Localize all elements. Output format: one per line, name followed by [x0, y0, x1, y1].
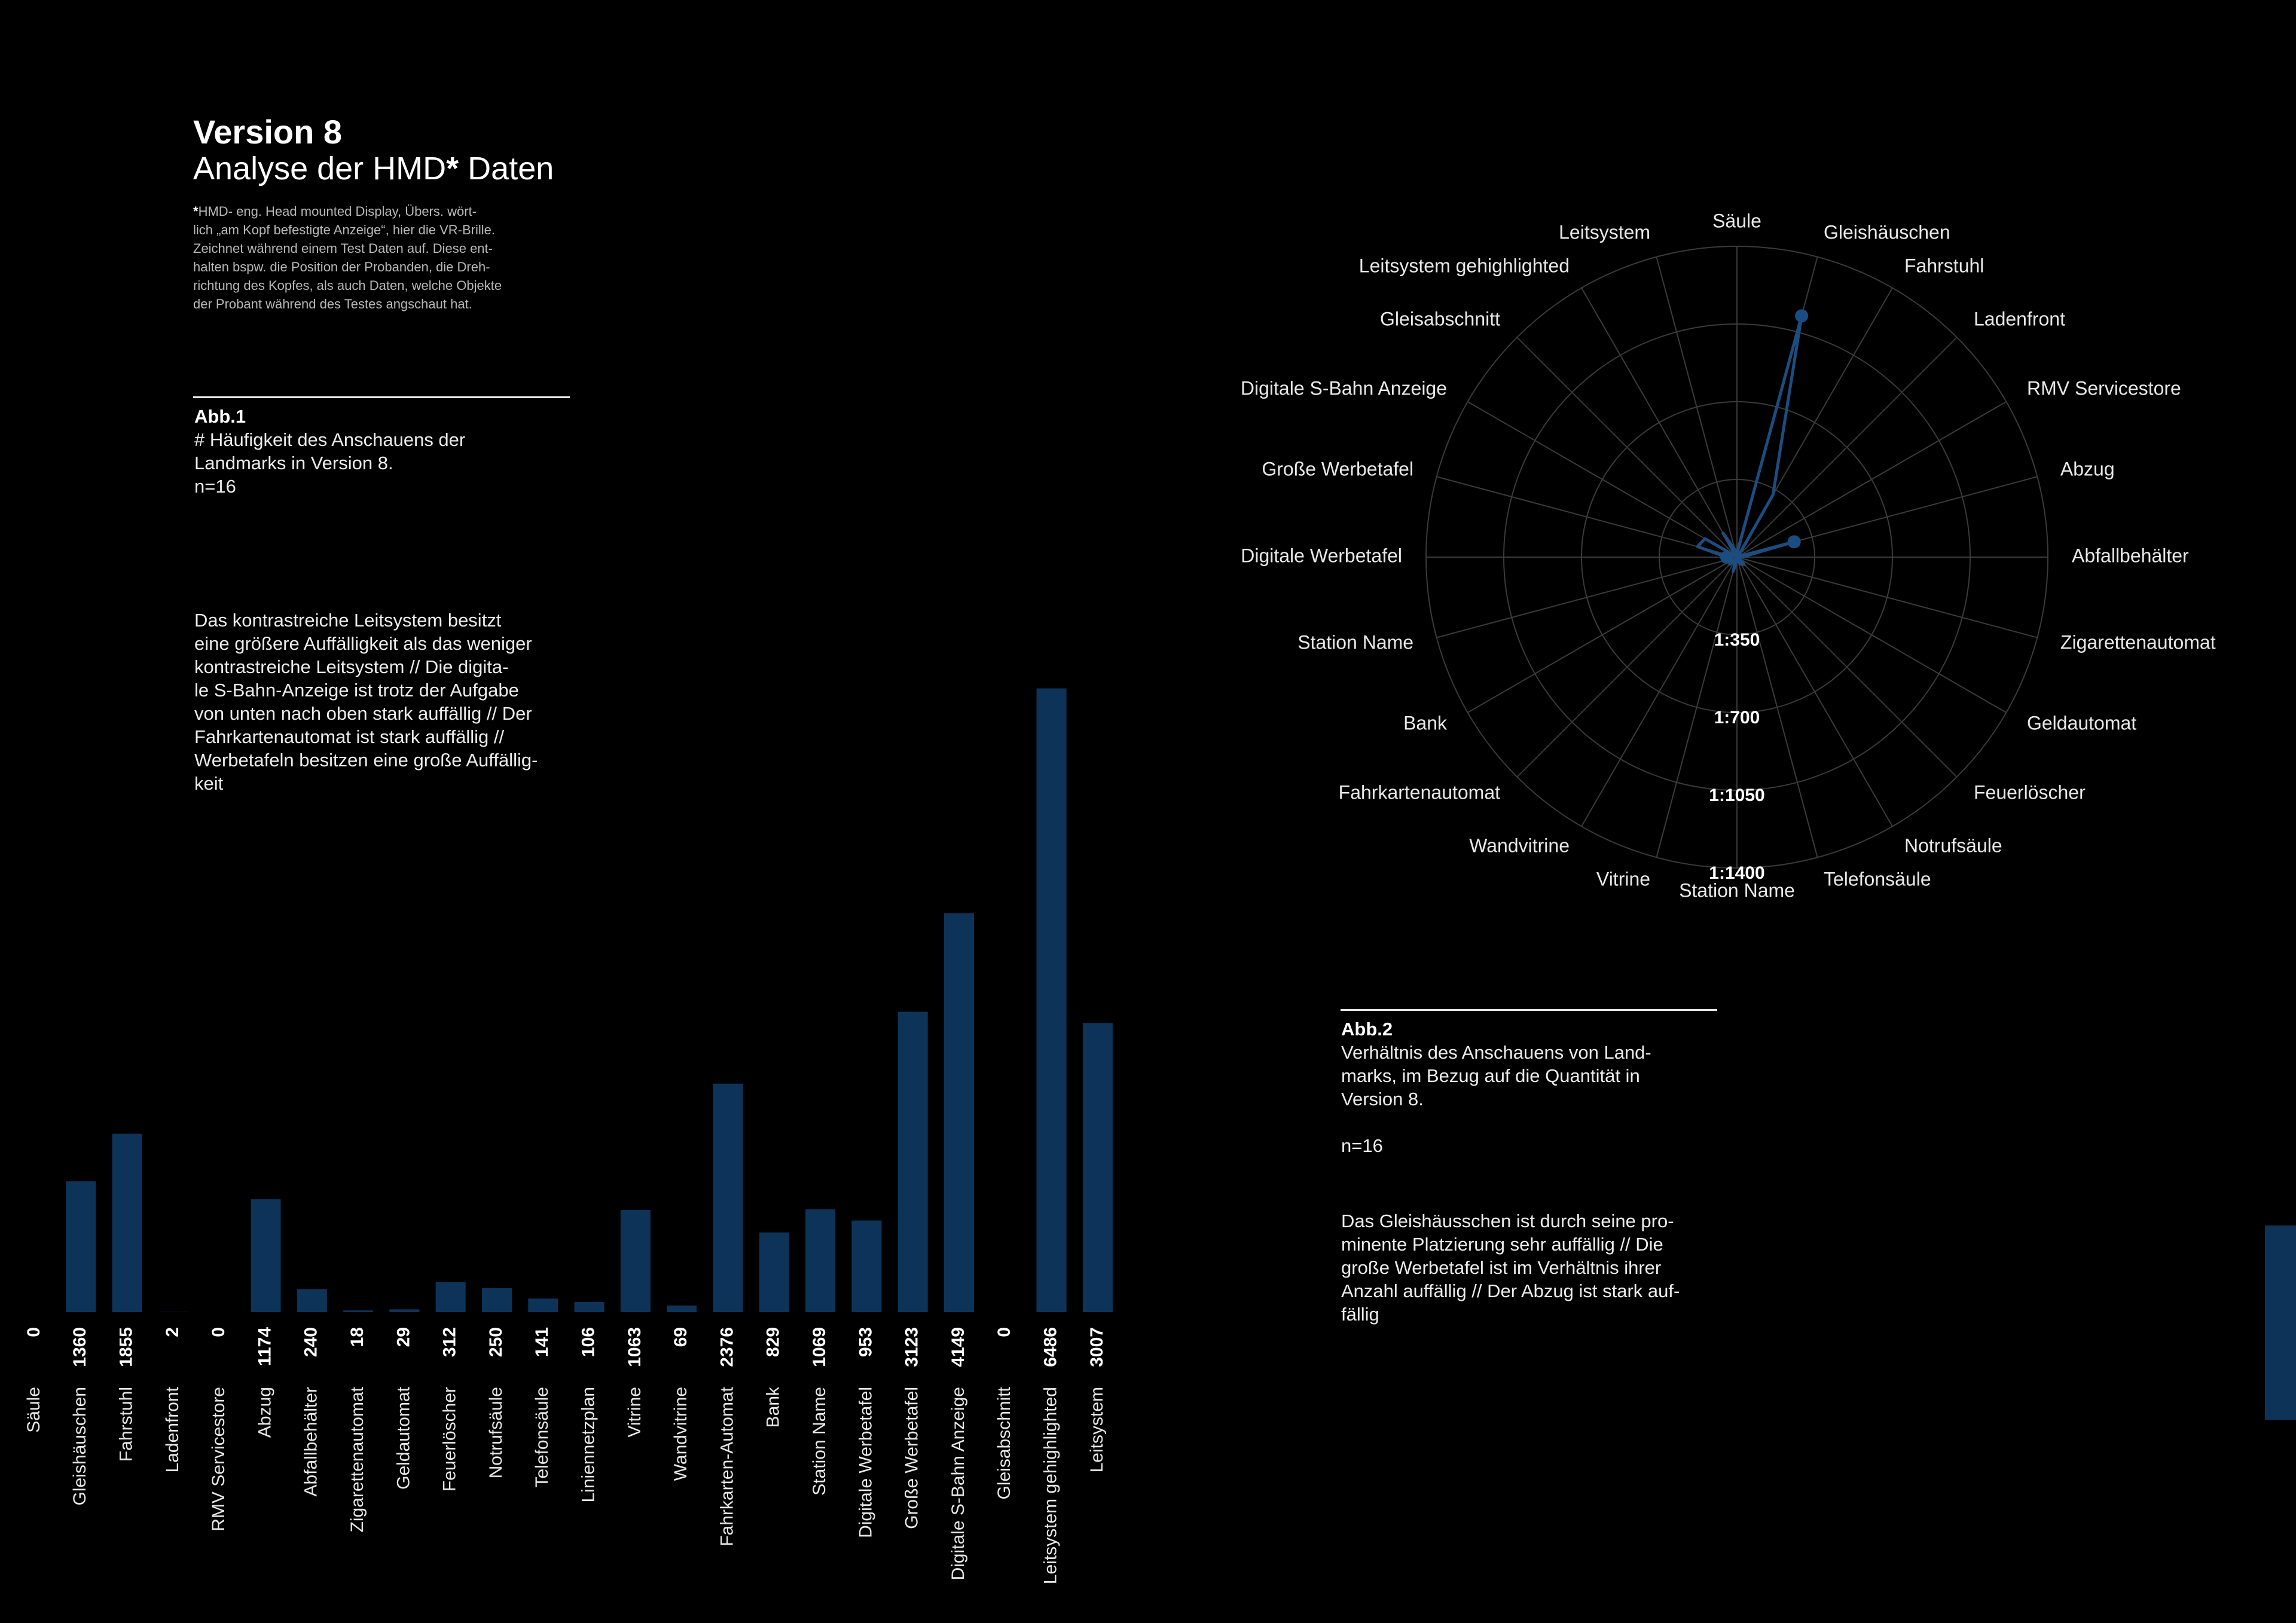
- abb2-line: Verhältnis des Anschauens von Land-: [1341, 1042, 1651, 1063]
- radar-spoke: [1737, 402, 2006, 557]
- bar-value-label: 1360: [70, 1327, 90, 1367]
- abb2-line: marks, im Bezug auf die Quantität in: [1341, 1065, 1640, 1086]
- radar-spoke: [1656, 257, 1737, 557]
- bar-value-label: 829: [763, 1327, 783, 1358]
- abb2-label: Abb.2: [1341, 1019, 1393, 1040]
- footnote-line: Zeichnet während einem Test Daten auf. Diese ent-: [193, 241, 493, 256]
- footnote-line: richtung des Kopfes, als auch Daten, welche Objekte: [193, 278, 502, 293]
- radar-axis-label: Station Name: [1679, 879, 1795, 901]
- footnote-asterisk: *: [193, 204, 199, 219]
- bar-value-label: 2: [162, 1327, 182, 1337]
- radar-axis-label: Ladenfront: [1973, 308, 2065, 330]
- radar-axis-label: Große Werbetafel: [1262, 458, 1414, 480]
- bar-category-label: Ladenfront: [162, 1387, 182, 1473]
- radar-axis-label: Leitsystem: [1559, 221, 1651, 243]
- bar-category-label: Wandvitrine: [671, 1387, 691, 1481]
- radar-axis-label: Telefonsäule: [1823, 868, 1931, 890]
- bar-value-label: 29: [393, 1327, 414, 1347]
- radar-axis-label: Station Name: [1297, 631, 1414, 653]
- paragraph-line: keit: [194, 773, 224, 794]
- bar-value-label: 2376: [717, 1327, 737, 1367]
- subtitle-text: Analyse der HMD: [193, 151, 447, 187]
- bar-category-label: Bank: [763, 1387, 783, 1428]
- bar-category-label: Gleisabschnitt: [994, 1387, 1015, 1500]
- bar-value-label: 3123: [902, 1327, 922, 1367]
- radar-spoke: [1737, 557, 2006, 713]
- paragraph-line: Das Gleishäusschen ist durch seine pro-: [1341, 1211, 1674, 1231]
- paragraph-line: Werbetafeln besitzen eine große Auffällig-: [194, 750, 538, 771]
- radar-axis-label: Leitsystem gehighlighted: [1358, 255, 1570, 277]
- paragraph-line: le S-Bahn-Anzeige ist trotz der Aufgabe: [194, 680, 519, 701]
- radar-axis-label: Feuerlöscher: [1973, 781, 2086, 803]
- bar-value-label: 1855: [116, 1327, 136, 1367]
- bar-category-label: Leitsystem: [1086, 1387, 1107, 1473]
- page-title: Version 8: [193, 113, 343, 151]
- bar-value-label: 18: [347, 1327, 368, 1347]
- bar-value-label: 0: [209, 1327, 229, 1337]
- bar-value-label: 3007: [1086, 1327, 1107, 1367]
- radar-point: [1788, 535, 1801, 548]
- bar-value-label: 6486: [1040, 1327, 1061, 1367]
- radar-ring-label: 1:700: [1714, 707, 1760, 728]
- abb1-line: # Häufigkeit des Anschauens der: [194, 429, 466, 450]
- radar-axis-label: Abfallbehälter: [2072, 545, 2189, 567]
- abb1-label: Abb.1: [194, 406, 246, 427]
- bar-value-label: 141: [532, 1327, 552, 1358]
- bar-category-label: Digitale S-Bahn Anzeige: [948, 1387, 968, 1581]
- paragraph-line: kontrastreiche Leitsystem // Die digita-: [194, 656, 509, 677]
- radar-axis-label: Abzug: [2060, 458, 2115, 480]
- paragraph-line: Das kontrastreiche Leitsystem besitzt: [194, 610, 502, 631]
- radar-axis-label: RMV Servicestore: [2026, 377, 2181, 399]
- paragraph-line: Fahrkartenautomat ist stark auffällig //: [194, 726, 505, 747]
- bar-category-label: Station Name: [810, 1387, 830, 1496]
- radar-axis-label: Geldautomat: [2026, 712, 2137, 734]
- bar-value-label: 250: [486, 1327, 506, 1358]
- paragraph-line: große Werbetafel ist im Verhältnis ihrer: [1341, 1257, 1662, 1278]
- radar-point: [1795, 309, 1808, 322]
- bar-value-label: 69: [671, 1327, 691, 1347]
- bar-category-label: RMV Servicestore: [209, 1387, 229, 1532]
- radar-ring-label: 1:1400: [1709, 863, 1765, 883]
- footnote-line: lich „am Kopf befestigte Anzeige“, hier die VR-Brille.: [193, 222, 496, 237]
- bar-category-label: Telefonsäule: [532, 1387, 552, 1488]
- bar-value-label: 240: [301, 1327, 321, 1358]
- radar-spoke: [1437, 476, 1737, 557]
- radar-spoke: [1737, 337, 1957, 557]
- bar-category-label: Digitale Werbetafel: [856, 1387, 876, 1538]
- radar-axis-label: Fahrkartenautomat: [1338, 781, 1501, 803]
- radar-axis-label: Digitale Werbetafel: [1241, 545, 1402, 567]
- radar-spoke: [1468, 557, 1737, 713]
- bar-category-label: Vitrine: [624, 1387, 645, 1438]
- bar-value-label: 4149: [948, 1327, 968, 1367]
- paragraph-line: fällig: [1341, 1304, 1379, 1325]
- bar-category-label: Abzug: [255, 1387, 275, 1438]
- radar-spoke: [1517, 337, 1737, 557]
- radar-ring-label: 1:350: [1714, 629, 1760, 650]
- side-tab: [2265, 1225, 2296, 1420]
- bar-category-label: Geldautomat: [393, 1387, 414, 1490]
- bar-value-label: 1174: [255, 1327, 275, 1367]
- radar-axis-label: Vitrine: [1596, 868, 1651, 890]
- bar-category-label: Gleishäuschen: [70, 1387, 90, 1506]
- abb2-line: n=16: [1341, 1135, 1383, 1156]
- paragraph-line: eine größere Auffälligkeit als das weniger: [194, 633, 532, 654]
- bar-category-label: Fahrstuhl: [116, 1387, 136, 1462]
- footnote-line: halten bspw. die Position der Probanden, die Dreh-: [193, 259, 490, 274]
- bar-value-label: 1069: [810, 1327, 830, 1367]
- radar-ring-label: 1:1050: [1709, 785, 1765, 805]
- bar-value-label: 1063: [624, 1327, 645, 1367]
- bar-category-label: Große Werbetafel: [902, 1387, 922, 1529]
- radar-spoke: [1737, 557, 1957, 777]
- bar-value-label: 0: [23, 1327, 44, 1337]
- radar-point: [1720, 551, 1733, 564]
- footnote-line: HMD- eng. Head mounted Display, Übers. wört-: [198, 204, 477, 219]
- subtitle-asterisk: *: [446, 151, 459, 187]
- bar-value-label: 312: [439, 1327, 460, 1358]
- radar-axis-label: Notrufsäule: [1904, 835, 2002, 857]
- bar-value-label: 0: [994, 1327, 1015, 1337]
- radar-axis-label: Zigarettenautomat: [2060, 631, 2216, 653]
- bar-value-label: 953: [856, 1327, 876, 1358]
- bar-category-label: Notrufsäule: [486, 1387, 506, 1479]
- radar-axis-label: Wandvitrine: [1469, 835, 1570, 857]
- abb1-line: Landmarks in Version 8.: [194, 453, 393, 473]
- radar-spoke: [1468, 402, 1737, 557]
- bar-category-label: Abfallbehälter: [301, 1387, 321, 1497]
- bar-value-label: 106: [578, 1327, 599, 1358]
- bar-category-label: Feuerlöscher: [439, 1387, 460, 1492]
- paragraph-line: minente Platzierung sehr auffällig // Die: [1341, 1234, 1663, 1255]
- bar-category-label: Liniennetzplan: [578, 1387, 599, 1503]
- radar-axis-label: Fahrstuhl: [1904, 255, 1984, 277]
- radar-axis-label: Bank: [1403, 712, 1448, 734]
- bar-category-label: Leitsystem gehighlighted: [1040, 1387, 1061, 1585]
- bar-category-label: Säule: [23, 1387, 44, 1433]
- footnote-line: der Probant während des Testes angschaut hat.: [193, 297, 472, 311]
- radar-axis-label: Digitale S-Bahn Anzeige: [1240, 377, 1448, 399]
- bar-category-label: Zigarettenautomat: [347, 1387, 368, 1533]
- radar-axis-label: Gleishäuschen: [1823, 221, 1950, 243]
- paragraph-line: von unten nach oben stark auffällig // Der: [194, 703, 532, 724]
- radar-spoke: [1437, 557, 1737, 638]
- abb1-line: n=16: [194, 476, 236, 497]
- radar-spoke: [1517, 557, 1737, 777]
- paragraph-line: Anzahl auffällig // Der Abzug ist stark auf-: [1341, 1280, 1680, 1301]
- abb2-line: Version 8.: [1341, 1089, 1424, 1109]
- radar-axis-label: Säule: [1712, 210, 1761, 232]
- radar-axis-label: Gleisabschnitt: [1380, 308, 1501, 330]
- radar-spoke: [1581, 288, 1737, 557]
- bar-category-label: Fahrkarten-Automat: [717, 1387, 737, 1546]
- radar-spoke: [1737, 557, 2037, 638]
- subtitle-text-end: Daten: [459, 151, 554, 187]
